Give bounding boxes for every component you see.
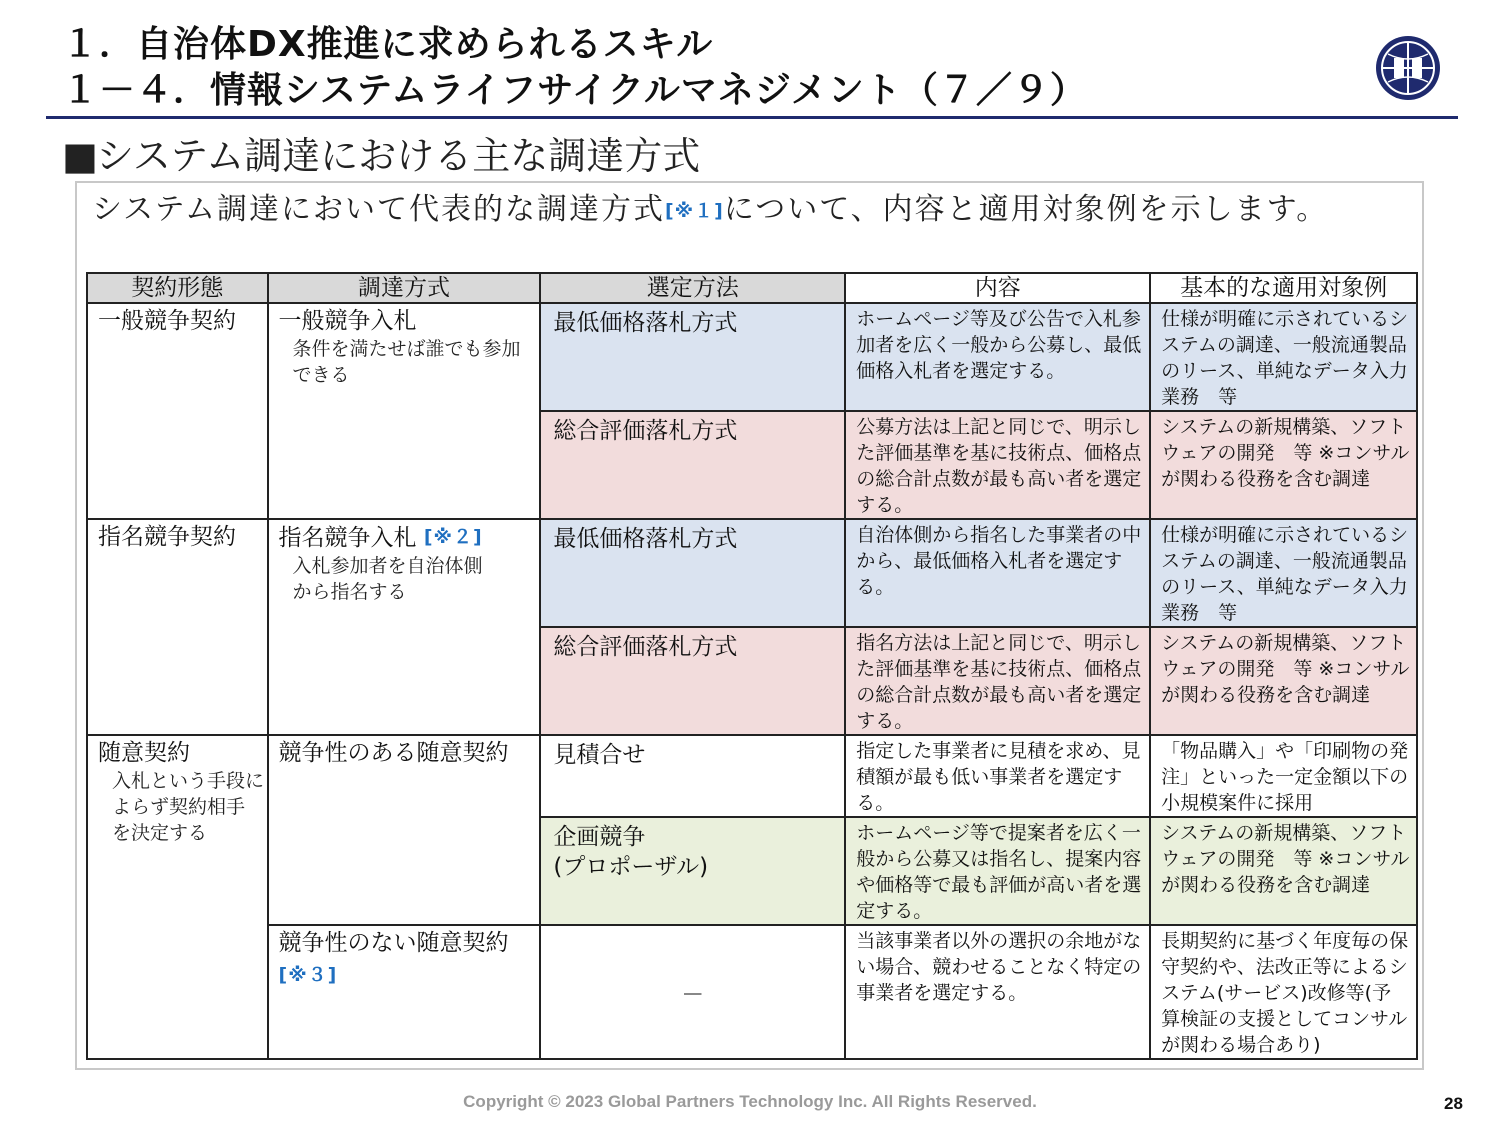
- title-line-2: １－４．情報システムライフサイクルマネジメント（７／９）: [62, 70, 1087, 111]
- selection-label: 最低価格落札方式: [553, 526, 738, 552]
- section-heading-text: システム調達における主な調達方式: [96, 134, 701, 178]
- content-text: 自治体側から指名した事業者の中から、最低価格入札者を選定する。: [856, 524, 1142, 598]
- contract-note: 入札という手段に: [112, 770, 265, 792]
- example-text: 仕様が明確に示されているシステムの調達、一般流通製品のリース、単純なデータ入力業務 等: [1161, 524, 1409, 624]
- contract-note: を決定する: [112, 822, 208, 844]
- content-cell: [845, 627, 1150, 735]
- procurement-table: [86, 272, 1418, 1060]
- content-cell: [845, 735, 1150, 817]
- slide-title: [62, 22, 1087, 114]
- method-note: 入札参加者を自治体側: [292, 555, 483, 577]
- selection-cell: [540, 411, 845, 519]
- selection-cell: －: [540, 925, 845, 1059]
- selection-label: 企画競争: [553, 824, 646, 850]
- title-line-1: １．自治体DX推進に求められるスキル: [62, 24, 714, 65]
- contract-general: [87, 303, 268, 519]
- header-procurement-method: 調達方式: [268, 273, 541, 303]
- example-cell: [1150, 735, 1417, 817]
- selection-label: 見積合せ: [553, 742, 646, 768]
- table-row: [87, 925, 1417, 1059]
- example-cell: [1150, 519, 1417, 627]
- method-negotiated-noncompetitive: [268, 925, 541, 1059]
- content-text: 公募方法は上記と同じで、明示した評価基準を基に技術点、価格点の総合計点数が最も高い者を選定する。: [856, 416, 1142, 516]
- content-text: 指名方法は上記と同じで、明示した評価基準を基に技術点、価格点の総合計点数が最も高い者を選定する。: [856, 632, 1142, 732]
- content-text: 指定した事業者に見積を求め、見積額が最も低い事業者を選定する。: [856, 740, 1141, 814]
- example-text: 長期契約に基づく年度毎の保守契約や、法改正等によるシステム(サービス)改修等(予算検証の支援としてコンサルが関わる場合あり): [1161, 930, 1409, 1056]
- method-label: [269, 520, 540, 553]
- contract-label: 一般競争契約: [98, 308, 236, 334]
- selection-label: 総合評価落札方式: [553, 634, 738, 660]
- example-cell: [1150, 925, 1417, 1059]
- method-note: から指名する: [292, 581, 407, 603]
- example-cell: [1150, 817, 1417, 925]
- selection-cell: [540, 817, 845, 925]
- example-cell: [1150, 411, 1417, 519]
- method-label: 競争性のある随意契約: [278, 740, 509, 766]
- selection-label: 総合評価落札方式: [553, 418, 738, 444]
- example-text: 「物品購入」や「印刷物の発注」といった一定金額以下の小規模案件に採用: [1161, 740, 1409, 814]
- content-cell: [845, 519, 1150, 627]
- company-logo-icon: [1374, 34, 1442, 102]
- contract-negotiated: [87, 735, 268, 1059]
- table-row: [87, 519, 1417, 627]
- method-text: 指名競争入札: [278, 525, 417, 551]
- contract-designated: [87, 519, 268, 735]
- content-text: ホームページ等で提案者を広く一般から公募又は指名し、提案内容や価格等で最も評価が高い者を選定する。: [856, 822, 1142, 922]
- reference-note-2: [※２]: [423, 526, 483, 548]
- intro-after: について、内容と適用対象例を示します。: [723, 192, 1329, 227]
- selection-label: 最低価格落札方式: [553, 310, 738, 336]
- method-general: [268, 303, 541, 519]
- header-selection-method: 選定方法: [540, 273, 845, 303]
- selection-cell: [540, 627, 845, 735]
- intro-text: [92, 190, 1328, 231]
- example-text: システムの新規構築、ソフトウェアの開発 等 ※コンサルが関わる役務を含む調達: [1161, 822, 1410, 896]
- example-cell: [1150, 627, 1417, 735]
- content-cell: [845, 817, 1150, 925]
- method-label: 競争性のない随意契約: [278, 930, 509, 956]
- contract-note: よらず契約相手: [112, 796, 246, 818]
- example-cell: [1150, 303, 1417, 411]
- example-text: 仕様が明確に示されているシステムの調達、一般流通製品のリース、単純なデータ入力業務 等: [1161, 308, 1409, 408]
- selection-cell: [540, 519, 845, 627]
- title-divider: [46, 116, 1458, 119]
- selection-cell: [540, 735, 845, 817]
- contract-label: 指名競争契約: [98, 524, 236, 550]
- content-cell: [845, 303, 1150, 411]
- contract-label: 随意契約: [98, 740, 190, 766]
- reference-note-3: [※３]: [278, 964, 338, 986]
- table-row: [87, 303, 1417, 411]
- section-heading: [62, 132, 700, 180]
- header-content: 内容: [845, 273, 1150, 303]
- reference-note-1: [※１]: [665, 200, 724, 222]
- content-text: 当該事業者以外の選択の余地がない場合、競わせることなく特定の事業者を選定する。: [856, 930, 1142, 1004]
- page-number: 28: [1444, 1094, 1463, 1113]
- example-text: システムの新規構築、ソフトウェアの開発 等 ※コンサルが関わる役務を含む調達: [1161, 416, 1410, 490]
- intro-before: システム調達において代表的な調達方式: [92, 192, 665, 227]
- example-text: システムの新規構築、ソフトウェアの開発 等 ※コンサルが関わる役務を含む調達: [1161, 632, 1410, 706]
- square-bullet-icon: ■: [62, 134, 98, 178]
- method-note: できる: [292, 364, 350, 386]
- content-text: ホームページ等及び公告で入札参加者を広く一般から公募し、最低価格入札者を選定する。: [856, 308, 1142, 382]
- selection-cell: [540, 303, 845, 411]
- content-cell: [845, 411, 1150, 519]
- method-negotiated-competitive: [268, 735, 541, 925]
- table-header-row: [87, 273, 1417, 303]
- method-label: 一般競争入札: [278, 308, 417, 334]
- header-contract-type: 契約形態: [87, 273, 268, 303]
- content-cell: [845, 925, 1150, 1059]
- table-row: [87, 735, 1417, 817]
- method-note: 条件を満たせば誰でも参加: [292, 338, 521, 360]
- selection-label: (プロポーザル): [553, 854, 709, 880]
- method-designated: [268, 519, 541, 735]
- header-example: 基本的な適用対象例: [1150, 273, 1417, 303]
- copyright-footer: Copyright © 2023 Global Partners Technology Inc. All Rights Reserved.: [463, 1092, 1037, 1111]
- method-ref-line: [269, 958, 540, 991]
